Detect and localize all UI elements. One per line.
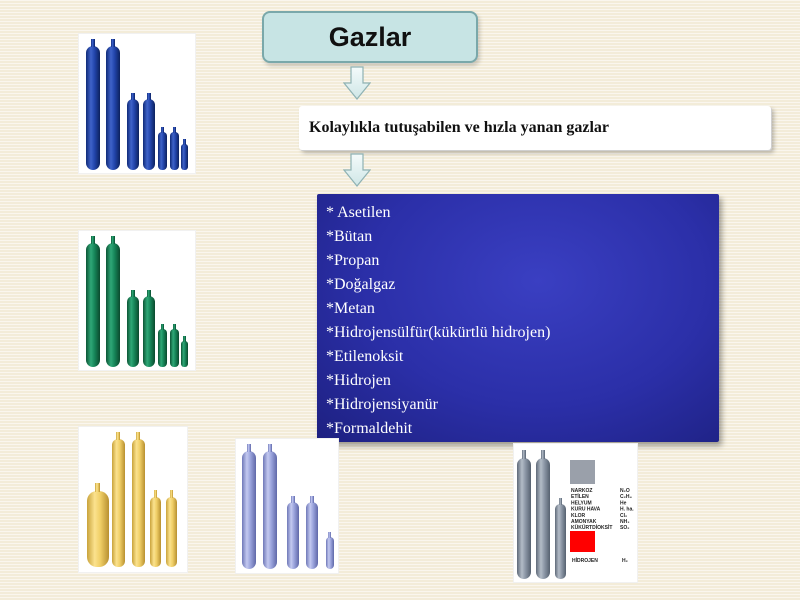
label-row-name: ETİLEN [571,494,589,501]
gas-list [317,194,719,442]
label-row-name: KÜKÜRTDİOKSİT [571,525,613,532]
red-swatch [570,531,595,552]
grey-swatch [570,460,595,484]
down-arrow-icon [343,153,371,187]
subtitle: Kolaylıkla tutuşabilen ve hızla yanan gazlar [309,119,610,136]
label-bottom-formula: H₂ [622,558,628,564]
down-arrow-icon [343,66,371,100]
list-item: *Hidrojen [326,372,391,389]
label-row-formula: NH₃ [620,519,630,525]
label-row-formula: Cl₂ [620,512,628,519]
page-title: Gazlar [328,21,412,52]
blue-cylinders-image [79,34,195,173]
grey-cylinders-label-image [514,444,637,582]
list-item: *Etilenoksit [326,348,404,365]
label-row-formula: N₂O [620,488,630,494]
label-row-name: HELYUM [571,500,592,507]
label-row-formula: SO₂ [620,525,630,532]
list-item: *Bütan [326,228,373,245]
list-item: * Asetilen [326,204,391,221]
label-row-name: AMONYAK [571,519,597,525]
list-item: *Formaldehit [326,420,413,437]
label-row-formula: C₂H₄ [620,494,632,501]
label-row-name: NARKOZ [571,488,593,494]
label-row-name: KURU HAVA [571,506,601,513]
label-row-formula: He [620,500,627,507]
list-item: *Propan [326,252,380,269]
subtitle-box [299,106,771,150]
list-item: *Hidrojensiyanür [326,396,438,413]
list-item: *Hidrojensülfür(kükürtlü hidrojen) [326,324,551,341]
lavender-cylinders-image [236,439,338,573]
list-item: *Metan [326,300,375,317]
label-row-formula: H. ha. [620,506,634,513]
title-box [262,11,478,63]
green-cylinders-image [79,231,195,370]
label-row-name: KLOR [571,512,586,519]
yellow-cylinders-image [79,427,187,572]
label-bottom-name: HİDROJEN [572,558,598,564]
list-item: *Doğalgaz [326,276,396,293]
